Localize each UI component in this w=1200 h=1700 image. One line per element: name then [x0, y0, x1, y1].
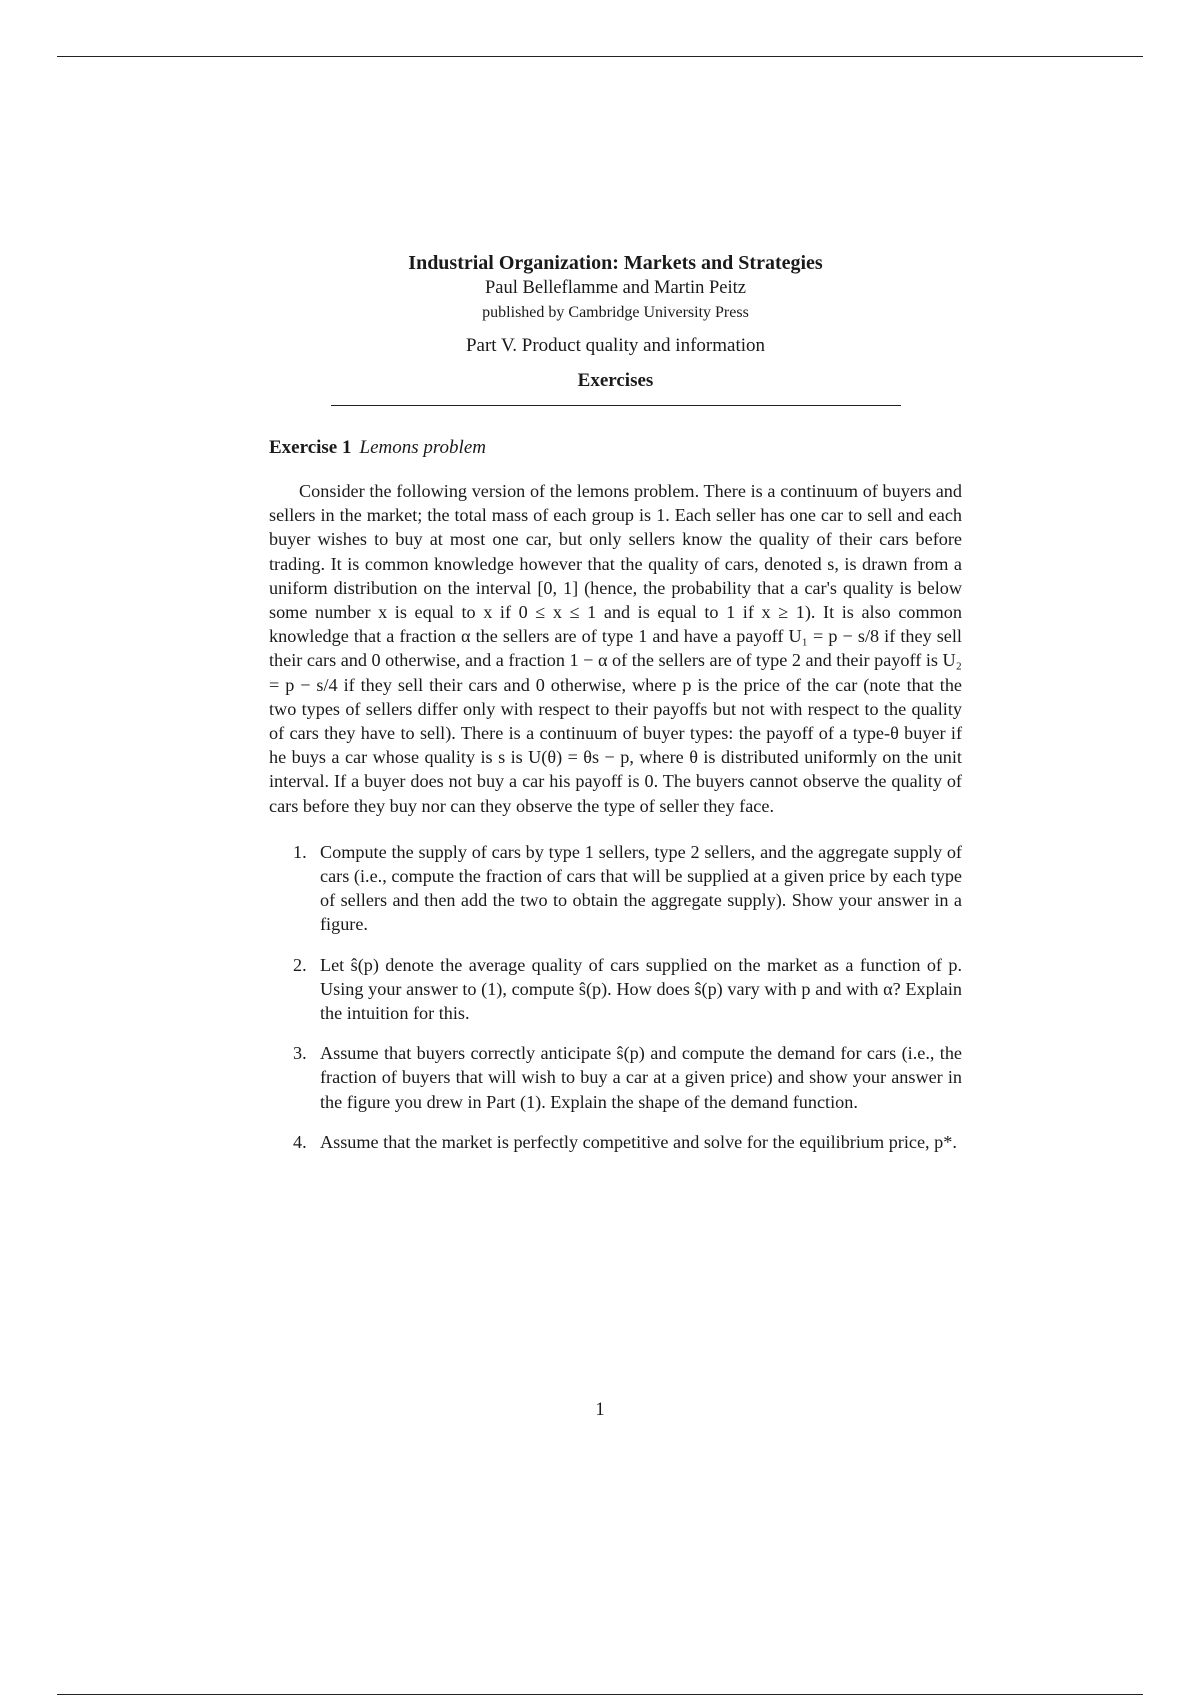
part-title: Part V. Product quality and information — [465, 335, 766, 356]
question-text: Assume that the market is perfectly competitive and solve for the equilibrium price, p*. — [320, 1131, 957, 1152]
question-marker: 3. — [293, 1043, 307, 1064]
exercise-subtitle: Lemons problem — [359, 437, 486, 458]
exercise-title — [269, 436, 962, 460]
bottom-rule — [57, 1694, 1143, 1695]
question-item — [269, 840, 962, 937]
exercise-body: Consider the following version of the lemons problem. There is a continuum of buyers and sellers in the market; the total mass of each group is 1. Each seller has one car to sell and each buyer wishes to buy at most one car, but only sellers know the quality of their cars before trading. It is common knowledge however that the quality of cars, denoted s, is drawn from a uniform distribution on the interval [0, 1] (hence, the probability that a car's quality is below some number x is equal to x if 0 ≤ x ≤ 1 and is equal to 1 if x ≥ 1). It is also common knowledge that a fraction α the sellers are of type 1 and have a payoff U₁ = p − s/8 if they sell their cars and 0 otherwise, and a fraction 1 − α of the sellers are of type 2 and their payoff is U₂ = p − s/4 if they sell their cars and 0 otherwise, where p is the price of the car (note that the two types of sellers differ only with respect to their payoffs but not with respect to the quality of cars they have to sell). There is a continuum of buyer types: the payoff of a type-θ buyer if he buys a car whose quality is s is U(θ) = θs − p, where θ is distributed uniformly on the unit interval. If a buyer does not buy a car his payoff is 0. The buyers cannot observe the quality of cars before they buy nor can they observe the type of seller they face. — [269, 481, 962, 816]
question-marker: 4. — [293, 1131, 307, 1152]
question-text: Assume that buyers correctly anticipate ŝ(p) and compute the demand for cars (i.e., the fraction of buyers that will wish to buy a car at a given price) and show your answer in the figure you drew in Part (1). Explain the shape of the demand function. — [320, 1043, 962, 1112]
question-marker: 1. — [293, 841, 307, 862]
question-text: Let ŝ(p) denote the average quality of cars supplied on the market as a function of p. Using your answer to (1), compute ŝ(p). How does ŝ(p) vary with p and with α? Explain the intuition for this. — [320, 954, 962, 1024]
question-text: Compute the supply of cars by type 1 sellers, type 2 sellers, and the aggregate supply of cars (i.e., compute the fraction of cars that will be supplied at a given price by each type of sellers and then add the two to obtain the aggregate supply). Show your answer in a figure. — [320, 841, 962, 935]
top-rule — [57, 56, 1143, 57]
document-header — [269, 250, 962, 406]
question-list — [269, 840, 962, 1154]
question-item — [269, 953, 962, 1026]
page-number: 1 — [595, 1400, 605, 1420]
book-title: Industrial Organization: Markets and Strategies — [408, 252, 823, 274]
question-item — [269, 1041, 962, 1114]
exercise-number: Exercise 1 — [269, 437, 352, 458]
header-rule — [331, 405, 901, 406]
document-page — [269, 250, 962, 1170]
section-heading: Exercises — [577, 370, 654, 391]
question-marker: 2. — [293, 954, 307, 975]
publisher: published by Cambridge University Press — [482, 304, 749, 321]
authors: Paul Belleflamme and Martin Peitz — [485, 278, 746, 298]
question-item — [269, 1130, 962, 1154]
